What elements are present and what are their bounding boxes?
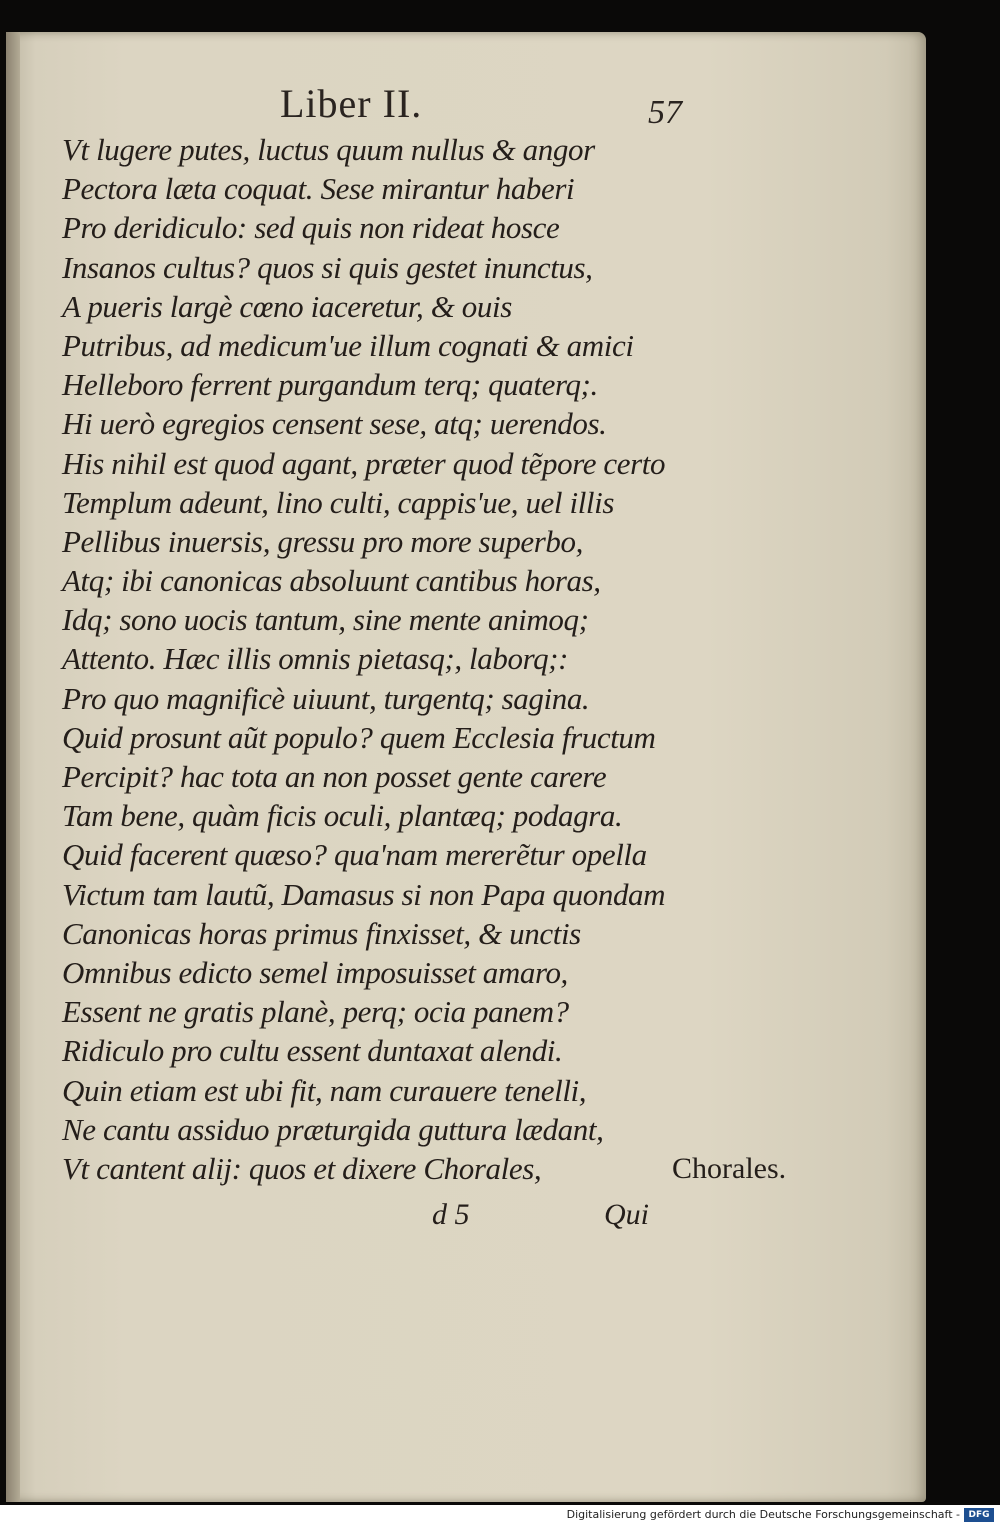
page-gutter-edge xyxy=(6,32,20,1502)
margin-note: Chorales. xyxy=(672,1152,787,1185)
verse-line: Pro deridiculo: sed quis non rideat hosce xyxy=(62,210,560,246)
verse-line: Quid facerent quæso? qua'nam mererẽtur opella xyxy=(62,837,647,873)
verse-line: Ne cantu assiduo præturgida guttura lædant, xyxy=(62,1111,604,1147)
verse-line: Pectora læta coquat. Sese mirantur haberi xyxy=(62,171,575,207)
verse-line: Victum tam lautũ, Damasus si non Papa quondam xyxy=(62,876,666,912)
verse-line: Omnibus edicto semel imposuisset amaro, xyxy=(62,954,568,990)
verse-line: Tam bene, quàm ficis oculi, plantæq; podagra. xyxy=(62,798,623,834)
verse-line: Quin etiam est ubi fit, nam curauere tenelli, xyxy=(62,1072,587,1108)
footer-bar xyxy=(0,1505,1000,1526)
signature-mark: d 5 xyxy=(432,1198,470,1231)
verse-line: Canonicas horas primus finxisset, & unctis xyxy=(62,915,581,951)
verse-line: Templum adeunt, lino culti, cappis'ue, uel illis xyxy=(62,484,614,520)
running-head: Liber II. xyxy=(280,81,423,126)
verse-line: Pellibus inuersis, gressu pro more superbo, xyxy=(62,523,583,559)
verse-line: Essent ne gratis planè, perq; ocia panem? xyxy=(62,994,569,1030)
verse-line: Insanos cultus? quos si quis gestet inunctus, xyxy=(62,249,593,285)
funding-credit: Digitalisierung gefördert durch die Deutsche Forschungsgemeinschaft - xyxy=(566,1508,960,1521)
verse-line: Helleboro ferrent purgandum terq; quaterq;. xyxy=(62,367,598,403)
verse-line: Vt cantent alij: quos et dixere Chorales, xyxy=(62,1150,542,1186)
verse-line: His nihil est quod agant, præter quod tẽpore certo xyxy=(62,445,666,481)
verse-line: Putribus, ad medicum'ue illum cognati & amici xyxy=(62,327,634,363)
catchword: Qui xyxy=(604,1198,649,1231)
verse-line: Hi uerò egregios censent sese, atq; uerendos. xyxy=(62,406,607,442)
verse-line: Attento. Hæc illis omnis pietasq;, laborq;: xyxy=(62,641,569,677)
verse-text-block xyxy=(62,130,762,1188)
verse-line: Atq; ibi canonicas absoluunt cantibus horas, xyxy=(62,563,601,599)
verse-line: Ridiculo pro cultu essent duntaxat alendi. xyxy=(62,1033,563,1069)
verse-line: Pro quo magnificè uiuunt, turgentq; sagina. xyxy=(62,680,590,716)
verse-line: Quid prosunt aũt populo? quem Ecclesia fructum xyxy=(62,719,656,755)
verse-line: Idq; sono uocis tantum, sine mente animoq; xyxy=(62,602,589,638)
verse-line: Percipit? hac tota an non posset gente carere xyxy=(62,759,607,794)
dfg-logo-icon: DFG xyxy=(964,1508,994,1522)
page-number: 57 xyxy=(648,94,682,131)
verse-line: Vt lugere putes, luctus quum nullus & angor xyxy=(62,132,595,167)
verse-line: A pueris largè cœno iaceretur, & ouis xyxy=(62,288,512,324)
